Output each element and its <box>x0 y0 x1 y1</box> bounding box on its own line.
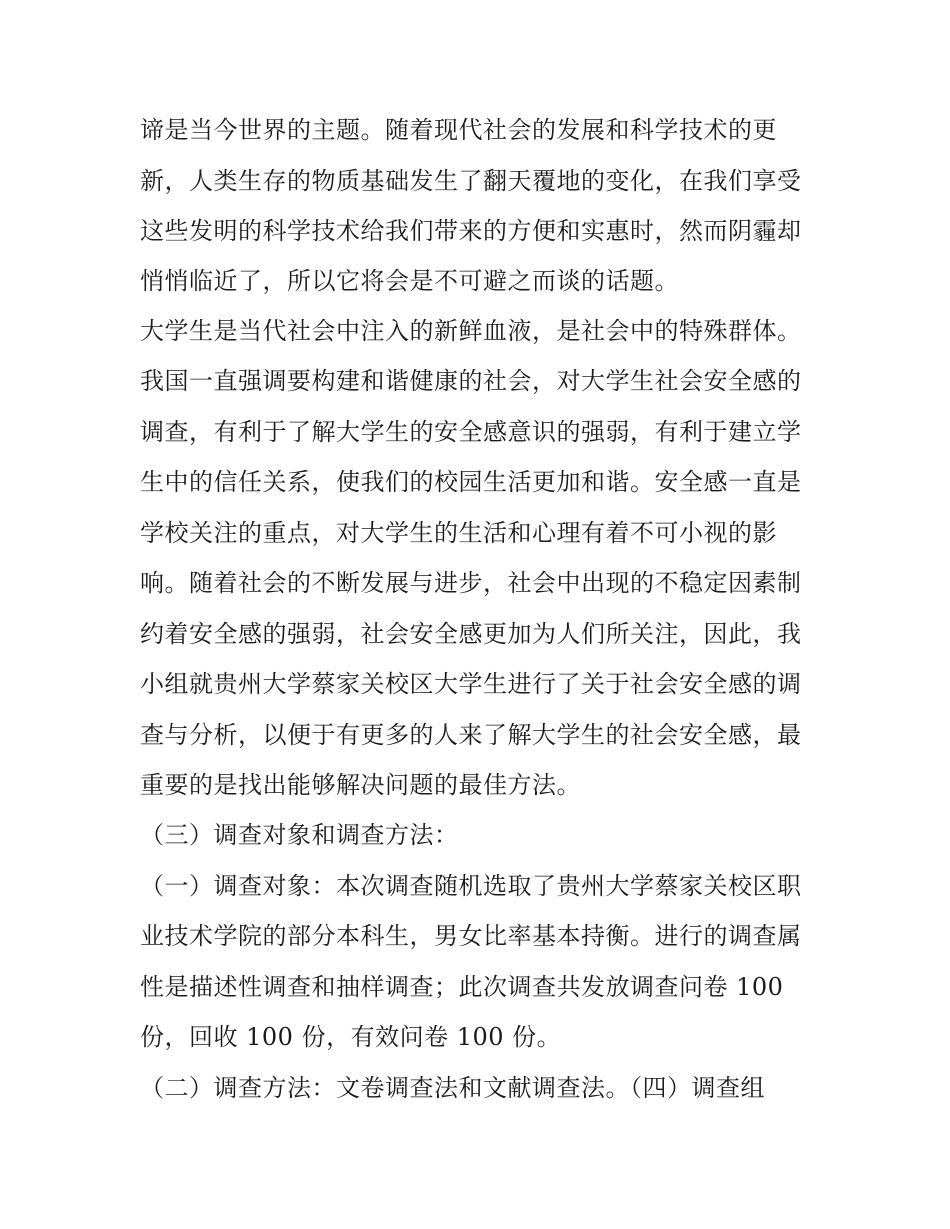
text-line: 重要的是找出能够解决问题的最佳方法。 <box>140 771 581 799</box>
text-line: 谛是当今世界的主题。随着现代社会的发展和科学技术的更 <box>140 116 777 144</box>
text-line: 悄悄临近了，所以它将会是不可避之而谈的话题。 <box>140 267 679 295</box>
text-line: 响。随着社会的不断发展与进步，社会中出现的不稳定因素制 <box>140 569 802 597</box>
text-line: 这些发明的科学技术给我们带来的方便和实惠时，然而阴霾却 <box>140 217 802 245</box>
text-line: （一）调查对象：本次调查随机选取了贵州大学蔡家关校区职 <box>140 872 802 900</box>
text-line: 调查，有利于了解大学生的安全感意识的强弱，有利于建立学 <box>140 418 802 446</box>
section-heading: （三）调查对象和调查方法： <box>140 821 459 849</box>
text-line: 生中的信任关系，使我们的校园生活更加和谐。安全感一直是 <box>140 468 802 496</box>
text-line: 小组就贵州大学蔡家关校区大学生进行了关于社会安全感的调 <box>140 670 802 698</box>
text-line: 约着安全感的强弱，社会安全感更加为人们所关注，因此，我 <box>140 620 802 648</box>
text-line: 份，回收 100 份，有效问卷 100 份。 <box>140 1023 562 1051</box>
text-line: 学校关注的重点，对大学生的生活和心理有着不可小视的影 <box>140 519 777 547</box>
text-line: 业技术学院的部分本科生，男女比率基本持衡。进行的调查属 <box>140 922 802 950</box>
text-line: 我国一直强调要构建和谐健康的社会，对大学生社会安全感的 <box>140 367 802 395</box>
text-line: （二）调查方法：文卷调查法和文献调查法。（四）调查组 <box>140 1074 765 1102</box>
text-line: 大学生是当代社会中注入的新鲜血液，是社会中的特殊群体。 <box>140 317 802 345</box>
text-line: 性是描述性调查和抽样调查；此次调查共发放调查问卷 100 <box>140 973 784 1001</box>
text-line: 新，人类生存的物质基础发生了翻天覆地的变化，在我们享受 <box>140 167 802 195</box>
text-line: 查与分析，以便于有更多的人来了解大学生的社会安全感，最 <box>140 721 802 749</box>
